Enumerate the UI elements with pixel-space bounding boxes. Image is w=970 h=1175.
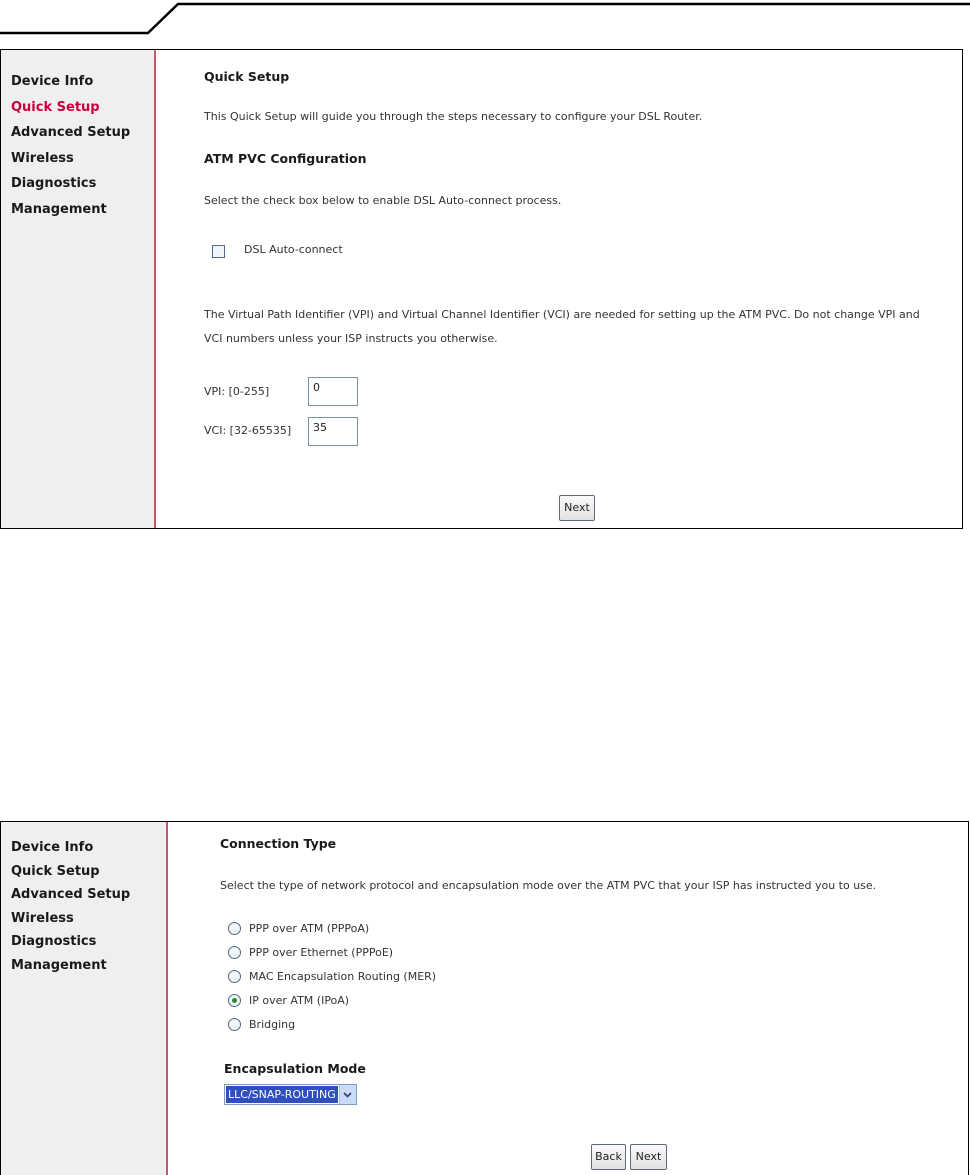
sidebar-item-diagnostics[interactable]: Diagnostics [11,176,97,191]
sidebar-item-wireless[interactable]: Wireless [11,910,74,926]
section-title: ATM PVC Configuration [204,151,367,166]
radio-option-pppoa[interactable] [228,916,436,940]
nav-menu [1,822,166,977]
radio-option-bridging[interactable] [228,1012,436,1036]
sidebar [1,822,168,1175]
intro-text: This Quick Setup will guide you through the steps necessary to configure your DSL Router. [204,110,703,123]
sidebar-item-management[interactable]: Management [11,201,107,217]
radio-label: MAC Encapsulation Routing (MER) [249,969,437,983]
vpi-input[interactable]: 0 [308,377,358,406]
vci-label: VCI: [32-65535] [204,424,292,437]
quick-setup-panel [0,49,963,529]
chevron-down-icon[interactable] [339,1085,356,1104]
encapsulation-mode-title: Encapsulation Mode [224,1061,366,1076]
sidebar-item-advanced-setup[interactable]: Advanced Setup [11,887,131,902]
back-button[interactable]: Back [591,1144,626,1170]
radio-button[interactable] [228,922,241,935]
main-content [170,822,968,1175]
radio-option-ipoa[interactable] [228,988,436,1012]
sidebar-item-advanced-setup[interactable]: Advanced Setup [11,125,131,140]
sidebar-item-management[interactable]: Management [11,957,107,973]
radio-label: IP over ATM (IPoA) [249,993,350,1007]
encapsulation-mode-value: LLC/SNAP-ROUTING [228,1088,336,1101]
dsl-auto-connect-label: DSL Auto-connect [244,243,343,256]
sidebar [1,50,156,528]
radio-label: PPP over ATM (PPPoA) [249,921,370,935]
radio-label: Bridging [249,1017,296,1031]
page-title: Quick Setup [204,69,290,84]
vpi-vci-description-line1: The Virtual Path Identifier (VPI) and Virtual Channel Identifier (VCI) are needed for setting up the ATM PVC. Do not change VPI and [204,308,920,321]
encapsulation-mode-select[interactable] [224,1084,357,1105]
radio-label: PPP over Ethernet (PPPoE) [249,945,394,959]
radio-button[interactable] [228,1018,241,1031]
checkbox-instruction: Select the check box below to enable DSL Auto-connect process. [204,194,562,207]
vpi-vci-description-line2: VCI numbers unless your ISP instructs you otherwise. [204,332,498,345]
radio-option-mer[interactable] [228,964,436,988]
connection-type-radio-group [228,916,436,1036]
sidebar-item-quick-setup[interactable]: Quick Setup [11,863,100,879]
page-title: Connection Type [220,836,337,851]
sidebar-item-diagnostics[interactable]: Diagnostics [11,934,97,949]
next-button[interactable]: Next [559,495,595,521]
sidebar-item-wireless[interactable]: Wireless [11,150,74,166]
next-button[interactable]: Next [630,1144,667,1170]
sidebar-item-device-info[interactable]: Device Info [11,840,94,855]
radio-option-pppoe[interactable] [228,940,436,964]
main-content [158,50,962,528]
nav-menu [1,50,154,222]
radio-button[interactable] [228,946,241,959]
connection-instruction: Select the type of network protocol and encapsulation mode over the ATM PVC that your ISP has instructed you to use. [220,879,877,892]
dsl-auto-connect-checkbox[interactable] [212,245,225,258]
vci-input[interactable]: 35 [308,417,358,446]
radio-button[interactable] [228,970,241,983]
vpi-label: VPI: [0-255] [204,385,270,398]
sidebar-item-quick-setup[interactable]: Quick Setup [11,99,100,115]
connection-type-panel [0,821,969,1175]
top-decoration [0,0,970,40]
sidebar-item-device-info[interactable]: Device Info [11,74,94,89]
radio-button-selected[interactable] [228,994,241,1007]
